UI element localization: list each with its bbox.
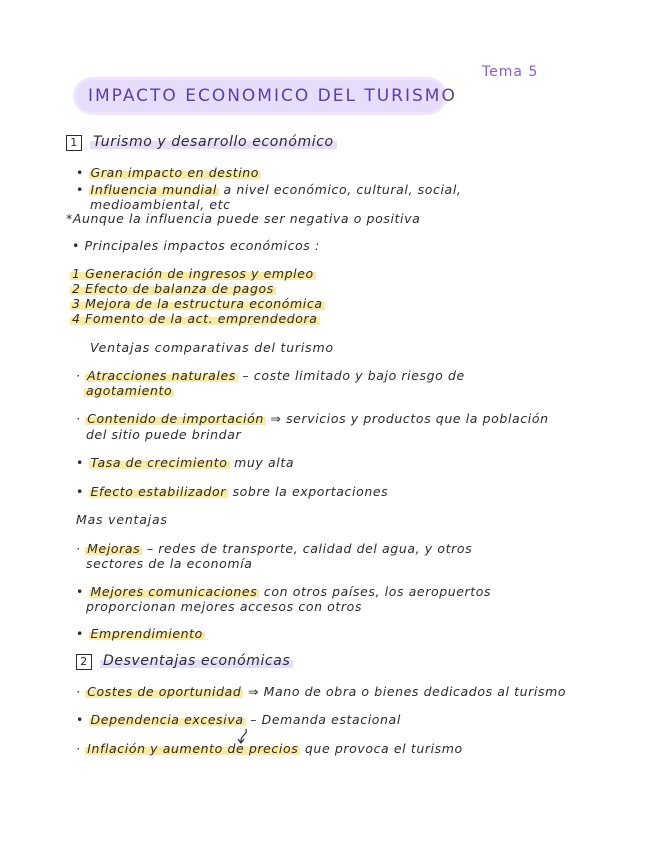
section2-title: Desventajas económicas bbox=[100, 653, 293, 669]
page-title: IMPACTO ECONOMICO DEL TURISMO bbox=[88, 86, 457, 106]
impacto-1: 1 Generación de ingresos y empleo bbox=[72, 266, 314, 281]
ventaja-2-cont: del sitio puede brindar bbox=[86, 427, 242, 442]
desventaja-3: · Inflación y aumento de precios que provoca el turismo bbox=[76, 741, 463, 756]
ventaja-4: • Efecto estabilizador sobre la exportaciones bbox=[76, 484, 389, 499]
impacto-3: 3 Mejora de la estructura económica bbox=[72, 296, 323, 311]
ventaja-3: • Tasa de crecimiento muy alta bbox=[76, 455, 295, 470]
bullet-gran-impacto: • Gran impacto en destino bbox=[76, 165, 260, 180]
desventaja-2: • Dependencia excesiva – Demanda estacional bbox=[76, 712, 401, 727]
impacto-4: 4 Fomento de la act. emprendedora bbox=[72, 311, 318, 326]
mas-ventaja-3: • Emprendimiento bbox=[76, 626, 203, 641]
bullet-influencia-cont: medioambiental, etc bbox=[90, 197, 231, 212]
section1-number: 1 bbox=[66, 135, 82, 151]
mas-ventajas-heading: Mas ventajas bbox=[76, 512, 168, 527]
section1-title: Turismo y desarrollo económico bbox=[90, 134, 337, 150]
desventaja-1: · Costes de oportunidad ⇒ Mano de obra o bienes dedicados al turismo bbox=[76, 684, 567, 699]
ventaja-1: · Atracciones naturales – coste limitado y bajo riesgo de bbox=[76, 368, 465, 383]
ventaja-1-cont: agotamiento bbox=[86, 383, 173, 398]
mas-ventaja-2: • Mejores comunicaciones con otros países, los aeropuertos bbox=[76, 584, 492, 599]
principales-label: • Principales impactos económicos : bbox=[72, 238, 320, 253]
highlight: Influencia mundial bbox=[90, 182, 217, 197]
mas-ventaja-1: · Mejoras – redes de transporte, calidad del agua, y otros bbox=[76, 541, 473, 556]
section2-number: 2 bbox=[76, 654, 92, 670]
section1-heading bbox=[66, 134, 337, 151]
bullet-aunque: *Aunque la influencia puede ser negativa o positiva bbox=[66, 211, 421, 226]
ventaja-2: · Contenido de importación ⇒ servicios y productos que la población bbox=[76, 411, 549, 426]
mas-ventaja-1-cont: sectores de la economía bbox=[86, 556, 253, 571]
tema-label: Tema 5 bbox=[482, 64, 539, 80]
bullet-influencia: • Influencia mundial a nivel económico, cultural, social, bbox=[76, 182, 462, 197]
ventajas-heading: Ventajas comparativas del turismo bbox=[90, 340, 334, 355]
mas-ventaja-2-cont: proporcionan mejores accesos con otros bbox=[86, 599, 363, 614]
section2-heading bbox=[76, 653, 293, 670]
impacto-2: 2 Efecto de balanza de pagos bbox=[72, 281, 274, 296]
highlight: Gran impacto en destino bbox=[90, 165, 260, 180]
